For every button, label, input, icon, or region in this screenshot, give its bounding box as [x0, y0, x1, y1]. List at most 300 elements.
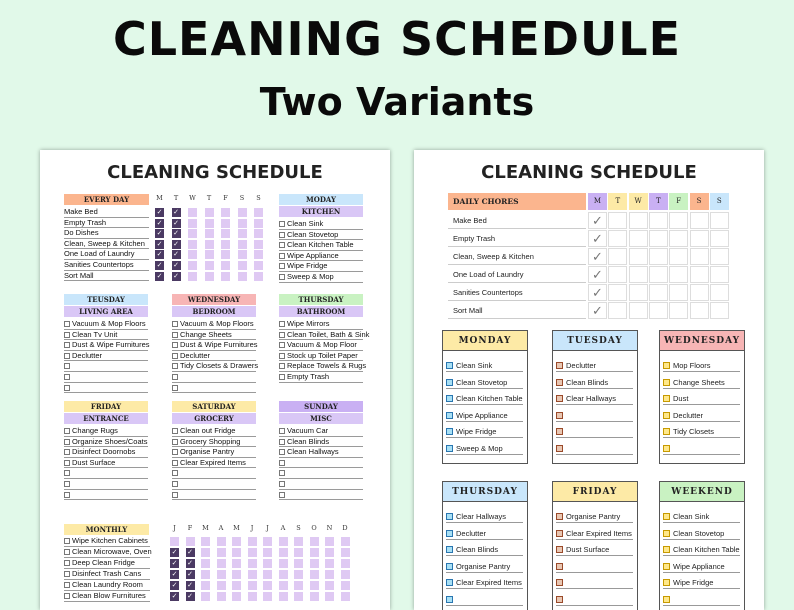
empty-cell[interactable] [248, 548, 257, 557]
empty-cell[interactable] [201, 537, 210, 546]
empty-cell[interactable] [263, 537, 272, 546]
checkbox-icon[interactable] [64, 428, 70, 434]
empty-cell[interactable] [238, 261, 247, 270]
list-item [279, 230, 363, 241]
checkbox-icon[interactable] [279, 481, 285, 487]
card-item [446, 511, 523, 523]
checkbox-icon[interactable] [663, 530, 670, 537]
empty-cell[interactable] [341, 570, 350, 579]
item-label: Wipe Fridge [456, 427, 497, 436]
checkbox-icon[interactable] [446, 379, 453, 386]
empty-cell[interactable] [341, 548, 350, 557]
empty-cell[interactable] [232, 570, 241, 579]
empty-cell[interactable] [201, 592, 210, 601]
day-cell[interactable] [710, 248, 729, 265]
empty-cell[interactable] [310, 537, 319, 546]
check-cell[interactable]: ✓ [187, 593, 193, 600]
item-label: Declutter [566, 361, 597, 370]
empty-cell[interactable] [238, 240, 247, 249]
check-cell[interactable]: ✓ [173, 240, 179, 248]
checkbox-icon[interactable] [663, 563, 670, 570]
day-cell[interactable] [629, 266, 648, 283]
list-item [279, 319, 363, 330]
check-cell[interactable]: ✓ [156, 219, 163, 227]
day-cell[interactable] [629, 248, 648, 265]
checkbox-icon[interactable] [279, 321, 285, 327]
checkbox-icon[interactable] [64, 481, 70, 487]
empty-cell[interactable] [205, 250, 214, 259]
empty-cell[interactable] [221, 261, 230, 270]
check-cell[interactable]: ✓ [187, 549, 193, 556]
item-label: Vacuum & Mop Floor [287, 340, 357, 350]
day-cell[interactable] [649, 212, 668, 229]
check-cell[interactable]: ✓ [173, 262, 179, 269]
day-cell[interactable]: ✓ [588, 284, 607, 301]
empty-cell[interactable] [205, 240, 214, 249]
day-cell[interactable]: ✓ [588, 212, 607, 229]
day-cell[interactable] [629, 284, 648, 301]
checkbox-icon[interactable] [446, 395, 453, 402]
checkbox-icon[interactable] [172, 439, 178, 445]
checkbox-icon[interactable] [279, 253, 285, 259]
checkbox-icon[interactable] [663, 596, 670, 603]
day-cell[interactable] [690, 212, 709, 229]
empty-cell[interactable] [254, 229, 263, 238]
day-card-header: WEEKEND [660, 482, 744, 502]
checkbox-icon[interactable] [64, 460, 70, 466]
day-cell[interactable] [629, 212, 648, 229]
day-cell[interactable] [608, 266, 627, 283]
empty-cell[interactable] [263, 592, 272, 601]
daily-item: Make Bed [448, 212, 586, 229]
empty-cell[interactable] [279, 559, 288, 568]
checkbox-icon[interactable] [64, 342, 70, 348]
empty-cell[interactable] [248, 559, 257, 568]
item-label: Clean Blinds [287, 436, 330, 446]
checkbox-icon[interactable] [64, 321, 70, 327]
empty-cell[interactable] [186, 537, 195, 546]
day-cell[interactable]: ✓ [588, 266, 607, 283]
empty-cell[interactable] [232, 559, 241, 568]
empty-cell[interactable] [294, 570, 303, 579]
checkbox-icon[interactable] [172, 385, 178, 391]
day-cell[interactable] [608, 284, 627, 301]
empty-cell[interactable] [221, 240, 230, 249]
checkbox-icon[interactable] [64, 549, 70, 555]
check-cell[interactable]: ✓ [173, 251, 179, 259]
checkbox-icon[interactable] [556, 379, 563, 386]
checkbox-icon[interactable] [556, 412, 563, 419]
empty-cell[interactable] [248, 537, 257, 546]
checkbox-icon[interactable] [663, 546, 670, 553]
checkbox-icon[interactable] [64, 560, 70, 566]
checkbox-icon[interactable] [446, 412, 453, 419]
list-item [172, 458, 256, 469]
checkbox-icon[interactable] [663, 395, 670, 402]
checkbox-icon[interactable] [279, 221, 285, 227]
checkbox-icon[interactable] [172, 332, 178, 338]
item-label: Organise Pantry [180, 447, 235, 457]
check-cell[interactable]: ✓ [156, 240, 163, 248]
empty-cell[interactable] [201, 548, 210, 557]
card-item [663, 511, 740, 523]
empty-cell[interactable] [217, 548, 226, 557]
empty-cell[interactable] [217, 592, 226, 601]
checkbox-icon[interactable] [64, 582, 70, 588]
empty-cell[interactable] [188, 208, 197, 217]
checkbox-icon[interactable] [172, 449, 178, 455]
empty-cell[interactable] [205, 208, 214, 217]
checkbox-icon[interactable] [64, 332, 70, 338]
day-cell[interactable] [669, 248, 688, 265]
empty-cell[interactable] [221, 219, 230, 228]
empty-cell[interactable] [279, 581, 288, 590]
check-cell[interactable]: ✓ [173, 230, 179, 238]
checkbox-icon[interactable] [279, 363, 285, 369]
checkbox-icon[interactable] [663, 412, 670, 419]
empty-cell[interactable] [248, 592, 257, 601]
day-cell[interactable] [690, 302, 709, 319]
empty-cell[interactable] [294, 548, 303, 557]
checkbox-icon[interactable] [64, 449, 70, 455]
checkbox-icon[interactable] [556, 395, 563, 402]
empty-cell[interactable] [188, 229, 197, 238]
empty-cell[interactable] [310, 570, 319, 579]
check-cell[interactable]: ✓ [187, 582, 193, 589]
checkbox-icon[interactable] [279, 263, 285, 269]
empty-cell[interactable] [248, 581, 257, 590]
day-cell[interactable] [649, 284, 668, 301]
day-cell[interactable]: ✓ [588, 302, 607, 319]
checkbox-icon[interactable] [556, 530, 563, 537]
page-subtitle: Two Variants [259, 80, 535, 124]
item-label: Vacuum Car [287, 426, 329, 435]
empty-cell[interactable] [254, 261, 263, 270]
empty-cell[interactable] [205, 219, 214, 228]
checkbox-icon[interactable] [172, 470, 178, 476]
day-cell[interactable] [690, 284, 709, 301]
day-cell[interactable] [608, 212, 627, 229]
checkbox-icon[interactable] [279, 428, 285, 434]
list-item [279, 458, 363, 469]
check-cell[interactable]: ✓ [156, 230, 163, 238]
checkbox-icon[interactable] [446, 546, 453, 553]
item-label: Clean Microwave, Oven [72, 547, 152, 556]
day-cell[interactable] [669, 302, 688, 319]
empty-cell[interactable] [232, 537, 241, 546]
empty-cell[interactable] [294, 592, 303, 601]
checkbox-icon[interactable] [556, 513, 563, 520]
empty-cell[interactable] [238, 272, 247, 281]
item-label: Sort Mall [64, 270, 94, 280]
empty-cell[interactable] [238, 250, 247, 259]
empty-cell[interactable] [205, 272, 214, 281]
empty-cell[interactable] [279, 548, 288, 557]
empty-cell[interactable] [325, 548, 334, 557]
check-cell[interactable]: ✓ [171, 571, 178, 578]
checkbox-icon[interactable] [556, 563, 563, 570]
empty-cell[interactable] [205, 261, 214, 270]
checkbox-icon[interactable] [64, 571, 70, 577]
checkbox-icon[interactable] [556, 579, 563, 586]
checkbox-icon[interactable] [556, 362, 563, 369]
card-item [663, 577, 740, 589]
item-label: Clear Expired Items [566, 528, 632, 538]
checkbox-icon[interactable] [64, 492, 70, 498]
checkbox-icon[interactable] [556, 596, 563, 603]
empty-cell[interactable] [217, 570, 226, 579]
empty-cell[interactable] [188, 272, 197, 281]
empty-cell[interactable] [254, 250, 263, 259]
empty-cell[interactable] [310, 559, 319, 568]
empty-cell[interactable] [201, 581, 210, 590]
checkbox-icon[interactable] [64, 538, 70, 544]
day-cell[interactable]: ✓ [588, 248, 607, 265]
empty-cell[interactable] [263, 581, 272, 590]
checkbox-icon[interactable] [64, 439, 70, 445]
checkbox-icon[interactable] [172, 374, 178, 380]
check-cell[interactable]: ✓ [187, 571, 193, 578]
card-item [556, 426, 633, 438]
empty-cell[interactable] [221, 208, 230, 217]
checkbox-icon[interactable] [663, 513, 670, 520]
day-header: S [710, 193, 729, 210]
empty-cell[interactable] [188, 240, 197, 249]
day-cell[interactable] [649, 230, 668, 247]
checkbox-icon[interactable] [556, 445, 563, 452]
checkbox-icon[interactable] [279, 242, 285, 248]
check-cell[interactable]: ✓ [173, 219, 179, 227]
day-cell[interactable] [669, 230, 688, 247]
card-item [663, 443, 740, 455]
empty-cell[interactable] [188, 250, 197, 259]
check-cell[interactable]: ✓ [156, 209, 163, 216]
empty-cell[interactable] [325, 581, 334, 590]
day-cell[interactable] [629, 302, 648, 319]
tuesday-area: LIVING AREA [64, 306, 148, 317]
empty-cell[interactable] [310, 581, 319, 590]
checkbox-icon[interactable] [172, 321, 178, 327]
list-item [279, 219, 363, 230]
checkbox-icon[interactable] [172, 492, 178, 498]
checkbox-icon[interactable] [279, 374, 285, 380]
empty-cell[interactable] [188, 261, 197, 270]
checkbox-icon[interactable] [172, 481, 178, 487]
checkbox-icon[interactable] [663, 379, 670, 386]
day-letter: F [223, 194, 228, 202]
item-label: Tidy Closets [673, 427, 714, 436]
checkbox-icon[interactable] [172, 363, 178, 369]
checkbox-icon[interactable] [446, 362, 453, 369]
checkbox-icon[interactable] [446, 563, 453, 570]
checkbox-icon[interactable] [446, 579, 453, 586]
checkbox-icon[interactable] [64, 470, 70, 476]
checkbox-icon[interactable] [556, 546, 563, 553]
empty-cell[interactable] [325, 592, 334, 601]
checkbox-icon[interactable] [279, 449, 285, 455]
card-item [446, 577, 523, 589]
check-cell[interactable]: ✓ [173, 209, 179, 216]
month-letter: J [250, 524, 254, 532]
item-label: Sweep & Mop [287, 272, 334, 281]
checkbox-icon[interactable] [279, 274, 285, 280]
empty-cell[interactable] [254, 240, 263, 249]
list-item [279, 240, 363, 251]
checkbox-icon[interactable] [64, 353, 70, 359]
check-cell[interactable]: ✓ [156, 272, 163, 280]
checkbox-icon[interactable] [172, 342, 178, 348]
empty-cell[interactable] [341, 581, 350, 590]
day-cell[interactable] [710, 230, 729, 247]
empty-cell[interactable] [294, 559, 303, 568]
day-cell[interactable] [669, 284, 688, 301]
check-cell[interactable]: ✓ [173, 272, 179, 280]
empty-cell[interactable] [325, 559, 334, 568]
check-cell[interactable]: ✓ [171, 593, 178, 600]
empty-cell[interactable] [205, 229, 214, 238]
list-item [172, 351, 256, 362]
empty-cell[interactable] [217, 581, 226, 590]
list-item [64, 426, 148, 437]
empty-cell[interactable] [341, 592, 350, 601]
day-cell[interactable] [649, 302, 668, 319]
checkbox-icon[interactable] [446, 428, 453, 435]
checkbox-icon[interactable] [663, 445, 670, 452]
empty-cell[interactable] [238, 229, 247, 238]
checkbox-icon[interactable] [663, 579, 670, 586]
empty-cell[interactable] [263, 548, 272, 557]
checkbox-icon[interactable] [64, 593, 70, 599]
day-cell[interactable]: ✓ [588, 230, 607, 247]
check-cell[interactable]: ✓ [187, 560, 193, 567]
day-cell[interactable] [649, 266, 668, 283]
item-label: Clean Sink [287, 219, 324, 228]
day-cell[interactable] [710, 302, 729, 319]
list-item [172, 490, 256, 501]
empty-cell[interactable] [170, 537, 179, 546]
day-cell[interactable] [608, 302, 627, 319]
daily-item: Sort Mall [448, 302, 586, 319]
day-cell[interactable] [690, 230, 709, 247]
list-item [64, 468, 148, 479]
checkbox-icon[interactable] [279, 332, 285, 338]
checkbox-icon[interactable] [279, 232, 285, 238]
empty-cell[interactable] [201, 559, 210, 568]
day-cell[interactable] [710, 266, 729, 283]
day-cell[interactable] [669, 266, 688, 283]
empty-cell[interactable] [254, 219, 263, 228]
checkbox-icon[interactable] [279, 342, 285, 348]
card-item [663, 528, 740, 540]
day-cell[interactable] [690, 266, 709, 283]
check-cell[interactable]: ✓ [171, 560, 178, 567]
day-cell[interactable] [690, 248, 709, 265]
card-item [446, 561, 523, 573]
item-label: Clean Kitchen Table [456, 394, 523, 403]
checkbox-icon[interactable] [446, 445, 453, 452]
empty-cell[interactable] [254, 208, 263, 217]
empty-cell[interactable] [238, 219, 247, 228]
empty-cell[interactable] [232, 592, 241, 601]
check-cell[interactable]: ✓ [171, 582, 178, 589]
empty-cell[interactable] [310, 548, 319, 557]
checkbox-icon[interactable] [279, 353, 285, 359]
checkbox-icon[interactable] [556, 428, 563, 435]
empty-cell[interactable] [294, 537, 303, 546]
empty-cell[interactable] [188, 219, 197, 228]
card-item [556, 443, 633, 455]
empty-cell[interactable] [221, 250, 230, 259]
sunday-header: SUNDAY [279, 401, 363, 412]
month-letter: A [218, 524, 224, 532]
checkbox-icon[interactable] [279, 439, 285, 445]
checkbox-icon[interactable] [279, 492, 285, 498]
checkbox-icon[interactable] [64, 385, 70, 391]
empty-cell[interactable] [325, 570, 334, 579]
empty-cell[interactable] [263, 570, 272, 579]
item-label: Clear Expired Items [456, 578, 522, 587]
empty-cell[interactable] [232, 581, 241, 590]
empty-cell[interactable] [263, 559, 272, 568]
empty-cell[interactable] [248, 570, 257, 579]
empty-cell[interactable] [217, 537, 226, 546]
check-cell[interactable]: ✓ [171, 549, 178, 556]
checkbox-icon[interactable] [172, 428, 178, 434]
checkbox-icon[interactable] [64, 374, 70, 380]
checkbox-icon[interactable] [446, 513, 453, 520]
checkbox-icon[interactable] [663, 428, 670, 435]
day-cell[interactable] [649, 248, 668, 265]
checkbox-icon[interactable] [279, 460, 285, 466]
check-cell[interactable]: ✓ [156, 262, 163, 269]
day-cell[interactable] [608, 248, 627, 265]
checkbox-icon[interactable] [446, 596, 453, 603]
checkbox-icon[interactable] [663, 362, 670, 369]
day-cell[interactable] [629, 230, 648, 247]
item-label: Deep Clean Fridge [72, 558, 135, 567]
empty-cell[interactable] [310, 592, 319, 601]
day-cell[interactable] [710, 284, 729, 301]
checkbox-icon[interactable] [172, 353, 178, 359]
empty-cell[interactable] [325, 537, 334, 546]
checkbox-icon[interactable] [279, 470, 285, 476]
item-label: Clean Stovetop [673, 528, 725, 538]
empty-cell[interactable] [294, 581, 303, 590]
checkbox-icon[interactable] [446, 530, 453, 537]
empty-cell[interactable] [217, 559, 226, 568]
empty-cell[interactable] [341, 537, 350, 546]
empty-cell[interactable] [201, 570, 210, 579]
empty-cell[interactable] [254, 272, 263, 281]
item-label: Make Bed [64, 207, 98, 216]
list-item [64, 447, 148, 458]
day-cell[interactable] [669, 212, 688, 229]
day-cell[interactable] [608, 230, 627, 247]
empty-cell[interactable] [221, 272, 230, 281]
list-item [172, 383, 256, 394]
empty-cell[interactable] [232, 548, 241, 557]
day-cell[interactable] [710, 212, 729, 229]
empty-cell[interactable] [279, 537, 288, 546]
empty-cell[interactable] [279, 570, 288, 579]
check-cell[interactable]: ✓ [156, 251, 163, 259]
empty-cell[interactable] [279, 592, 288, 601]
empty-cell[interactable] [341, 559, 350, 568]
checkbox-icon[interactable] [64, 363, 70, 369]
empty-cell[interactable] [238, 208, 247, 217]
empty-cell[interactable] [221, 229, 230, 238]
checkbox-icon[interactable] [172, 460, 178, 466]
